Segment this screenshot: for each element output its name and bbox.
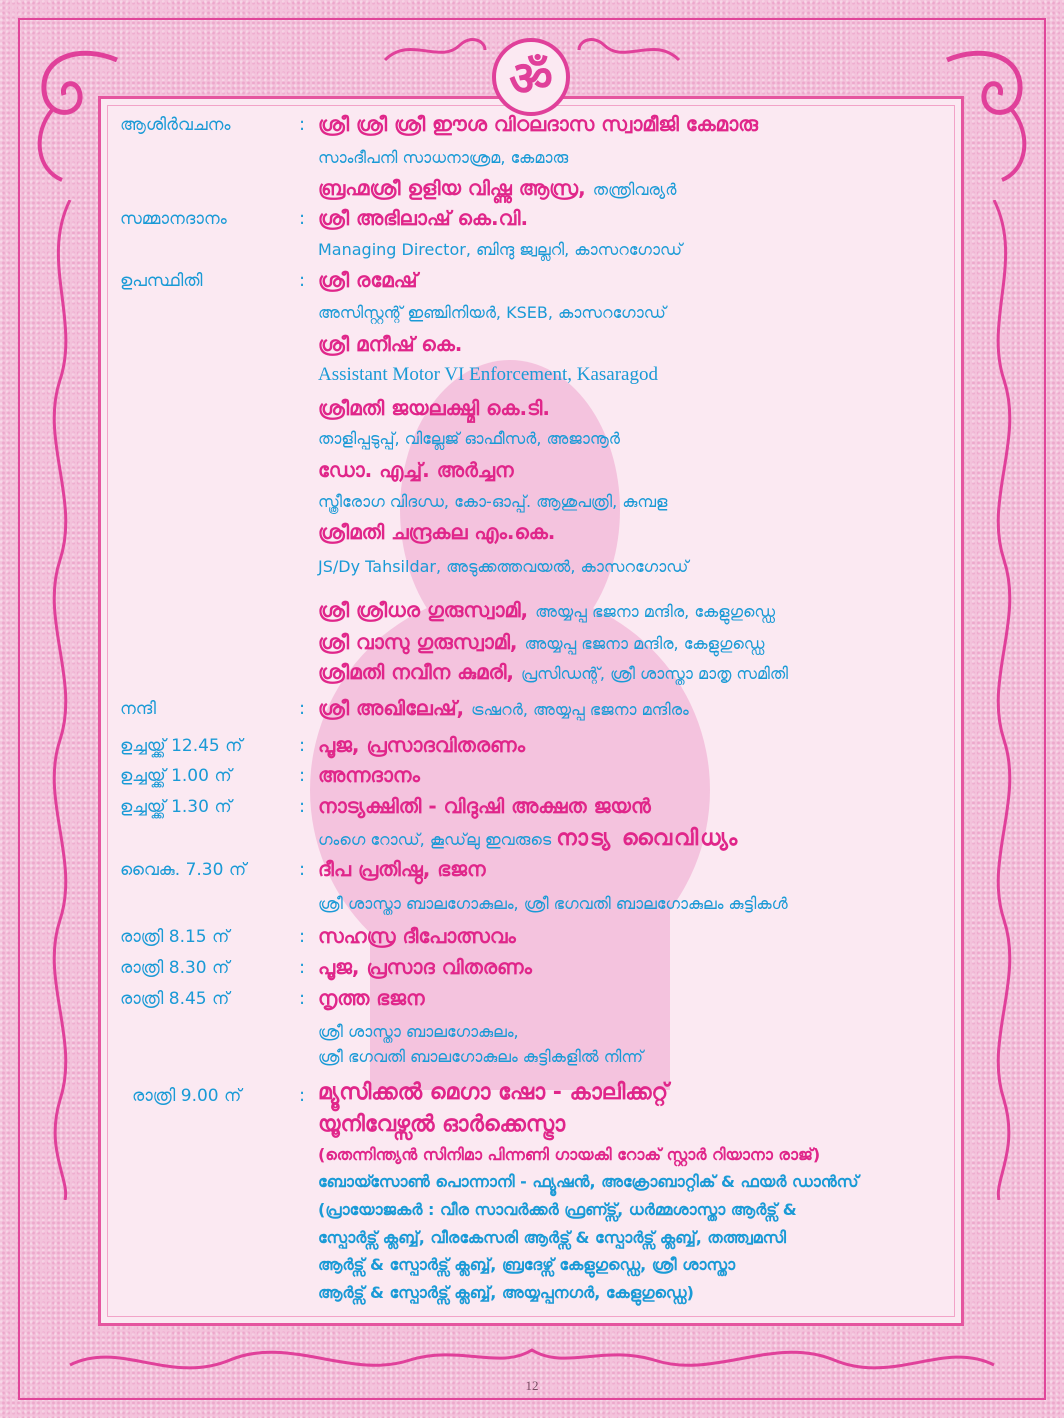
guest-name: ഡോ. എച്ച്. അർച്ചന xyxy=(318,458,514,482)
schedule-event: മ്യൂസിക്കൽ മെഗാ ഷോ - കാലിക്കറ്റ് xyxy=(318,1080,669,1105)
label-ashirvachanam: ആശിർവചനം xyxy=(120,115,231,135)
label-sammanadanam: സമ്മാനദാനം xyxy=(120,209,227,229)
schedule-detail: ശ്രീ ശാസ്താ ബാലഗോകുലം, ശ്രീ ഭഗവതി ബാലഗോകുലം കുട്ടികൾ xyxy=(318,894,788,913)
guest-detail: അസിസ്റ്റന്റ് ഇഞ്ചിനിയർ, KSEB, കാസറഗോഡ് xyxy=(318,303,666,322)
colon: : xyxy=(299,988,306,1009)
guest-detail: അയ്യപ്പ ഭജനാ മന്ദിര, കേളുഗുഡ്ഡെ xyxy=(524,634,765,653)
colon: : xyxy=(299,270,306,291)
schedule-time: ഉച്ചയ്ക്ക് 12.45 ന് xyxy=(120,736,243,756)
guest-name: ശ്രീ അഖിലേഷ്, ട്രഷറർ, അയ്യപ്പ ഭജനാ മന്ദിരം xyxy=(318,696,689,720)
schedule-detail: ശ്രീ ഭഗവതി ബാലഗോകുലം കുട്ടികളിൽ നിന്ന് xyxy=(318,1047,644,1066)
guest-name: ബ്രഹ്മശ്രീ ഉളിയ വിഷ്ണു ആസ്ര, തന്ത്രിവര്യർ xyxy=(318,176,677,200)
colon: : xyxy=(299,208,306,229)
schedule-event: ദീപ പ്രതിഷ്ഠ, ഭജന xyxy=(318,857,486,881)
schedule-time: ഉച്ചയ്ക്ക് 1.30 ന് xyxy=(120,797,232,817)
schedule-time: രാത്രി 8.30 ന് xyxy=(120,958,230,978)
guest-detail: സാംദീപനി സാധനാശ്രമ, കേമാരു xyxy=(318,148,569,167)
show-detail: (പ്രായോജകർ : വീര സാവർക്കർ ഫ്രണ്ട്സ്, ധർമ്മശാസ്താ ആർട്സ് & xyxy=(318,1200,797,1219)
schedule-time: രാത്രി 8.45 ന് xyxy=(120,989,230,1009)
show-detail: ആർട്സ് & സ്പോർട്സ് ക്ലബ്ബ്, അയ്യപ്പനഗർ, കേളുഗുഡ്ഡെ) xyxy=(318,1283,694,1302)
page-number: 12 xyxy=(525,1378,539,1393)
guest-detail: JS/Dy Tahsildar, അടുക്കത്തവയൽ, കാസറഗോഡ് xyxy=(318,557,689,576)
top-swirl-right xyxy=(574,30,684,70)
om-symbol-icon: ॐ xyxy=(492,38,570,116)
guest-detail: തന്ത്രിവര്യർ xyxy=(592,180,677,199)
guest-name: ശ്രീ മനീഷ് കെ. xyxy=(318,332,463,356)
colon: : xyxy=(299,765,306,786)
guest-name: ശ്രീമതി ജയലക്ഷ്മി കെ.ടി. xyxy=(318,396,550,420)
colon: : xyxy=(299,859,306,880)
schedule-event: പൂജ, പ്രസാദ വിതരണം xyxy=(318,955,532,979)
right-side-flourish xyxy=(974,200,1034,1200)
left-side-flourish xyxy=(30,200,90,1200)
colon: : xyxy=(299,926,306,947)
schedule-time: വൈകു. 7.30 ന് xyxy=(120,860,247,880)
schedule-time: ഉച്ചയ്ക്ക് 1.00 ന് xyxy=(120,766,232,786)
schedule-event: സഹസ്ര ദീപോത്സവം xyxy=(318,924,516,948)
top-swirl-left xyxy=(380,30,490,70)
schedule-event: നാട്യക്ഷിതി - വിദുഷി അക്ഷത ജയൻ xyxy=(318,794,651,818)
colon: : xyxy=(299,796,306,817)
guest-detail: താളിപ്പടുപ്പ്, വില്ലേജ് ഓഫീസർ, അജാനൂർ xyxy=(318,429,620,448)
schedule-event: പൂജ, പ്രസാദവിതരണം xyxy=(318,733,525,757)
guest-detail: Assistant Motor VI Enforcement, Kasaragod xyxy=(318,364,658,385)
show-detail: (തെന്നിന്ത്യൻ സിനിമാ പിന്നണി ഗായകി റോക് സ്റ്റാർ റിയാനാ രാജ്) xyxy=(318,1145,821,1164)
colon: : xyxy=(299,957,306,978)
guest-detail: Managing Director, ബിന്ദു ജ്വല്ലറി, കാസറഗോഡ് xyxy=(318,240,683,259)
guest-name: ശ്രീ വാസു ഗുരുസ്വാമി, അയ്യപ്പ ഭജനാ മന്ദിര, കേളുഗുഡ്ഡെ xyxy=(318,630,765,654)
show-detail: ബോയ്സോൺ പൊന്നാനി - ഫ്യൂഷൻ, അക്രോബാറ്റിക് & ഫയർ ഡാൻസ് xyxy=(318,1172,859,1191)
guest-name: ശ്രീമതി ചന്ദ്രകല എം.കെ. xyxy=(318,520,556,544)
guest-detail: ട്രഷറർ, അയ്യപ്പ ഭജനാ മന്ദിരം xyxy=(471,700,689,719)
guest-name: ശ്രീ അഭിലാഷ് കെ.വി. xyxy=(318,206,529,230)
schedule-detail: ശ്രീ ശാസ്താ ബാലഗോകുലം, xyxy=(318,1022,519,1041)
guest-name: ശ്രീ ശ്രീ ശ്രീ ഈശ വിഠലദാസ സ്വാമീജി കേമാരു xyxy=(318,112,758,136)
guest-name: ശ്രീ ശ്രീധര ഗുരുസ്വാമി, അയ്യപ്പ ഭജനാ മന്ദിര, കേളുഗുഡ്ഡെ xyxy=(318,598,776,622)
label-nandi: നന്ദി xyxy=(120,699,156,719)
schedule-event: അന്നദാനം xyxy=(318,763,420,787)
show-detail: സ്പോർട്സ് ക്ലബ്ബ്, വീരകേസരി ആർട്സ് & സ്പോർട്സ് ക്ലബ്ബ്, തത്ത്വമസി xyxy=(318,1228,787,1247)
schedule-event: നൃത്ത ഭജന xyxy=(318,986,425,1010)
guest-detail: പ്രസിഡന്റ്, ശ്രീ ശാസ്താ മാതൃ സമിതി xyxy=(520,664,788,683)
colon: : xyxy=(299,1085,306,1106)
schedule-time: രാത്രി 9.00 ന് xyxy=(132,1086,242,1106)
label-upasthithi: ഉപസ്ഥിതി xyxy=(120,271,203,291)
colon: : xyxy=(299,114,306,135)
colon: : xyxy=(299,735,306,756)
schedule-event: യൂനിവേഴ്സൽ ഓർക്കെസ്ട്രാ xyxy=(318,1112,566,1137)
guest-detail: അയ്യപ്പ ഭജനാ മന്ദിര, കേളുഗുഡ്ഡെ xyxy=(535,602,776,621)
schedule-detail: ഗംഗെ റോഡ്, കൂഡ്‌ലു ഇവരുടെ നാട്യ വൈവിധ്യം xyxy=(318,826,740,851)
colon: : xyxy=(299,698,306,719)
show-detail: ആർട്സ് & സ്പോർട്സ് ക്ലബ്ബ്, ബ്രദേഴ്സ് കേളുഗുഡ്ഡെ, ശ്രീ ശാസ്താ xyxy=(318,1255,736,1274)
guest-detail: സ്ത്രീരോഗ വിദഗ്ധ, കോ-ഓപ്പ്. ആശുപത്രി, കുമ്പള xyxy=(318,492,668,511)
schedule-highlight: നാട്യ വൈവിധ്യം xyxy=(556,826,740,851)
guest-name: ശ്രീ രമേഷ് xyxy=(318,268,418,292)
schedule-time: രാത്രി 8.15 ന് xyxy=(120,927,230,947)
guest-name: ശ്രീമതി നവീന കുമരി, പ്രസിഡന്റ്, ശ്രീ ശാസ്താ മാതൃ സമിതി xyxy=(318,660,788,684)
